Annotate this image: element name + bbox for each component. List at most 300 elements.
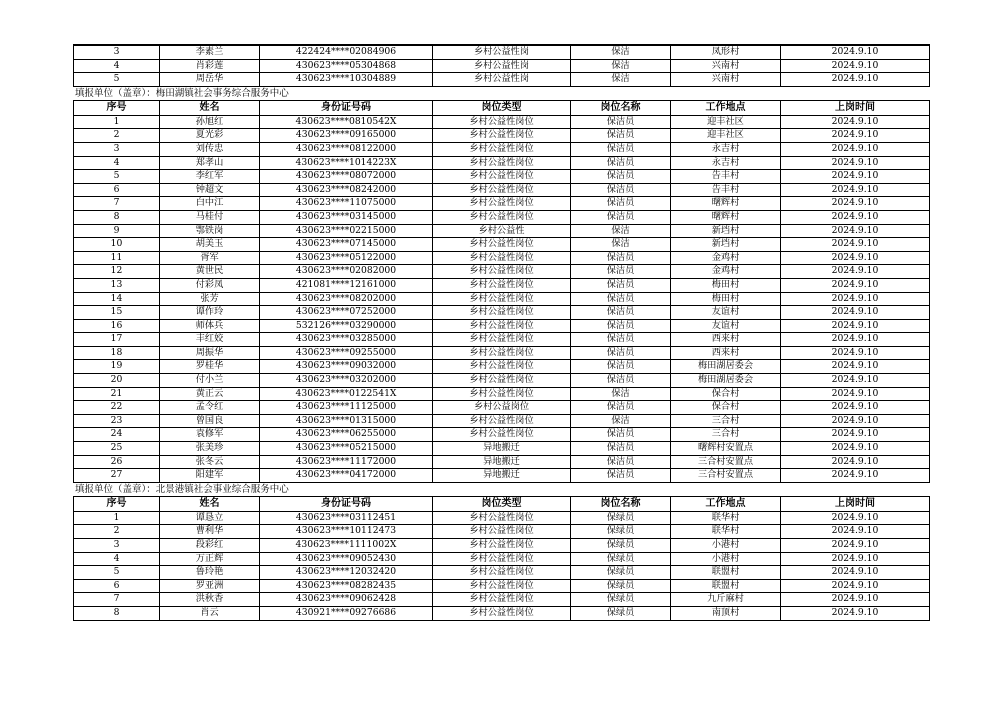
- cell-name: 曹利华: [160, 525, 260, 539]
- table-row: [74, 469, 930, 483]
- table-row: [74, 210, 930, 224]
- table-row: [74, 45, 930, 59]
- cell-post-name: 保绿员: [571, 566, 671, 580]
- cell-post-type: 乡村公益性岗: [433, 73, 571, 87]
- header-name: 姓名: [160, 496, 260, 511]
- cell-id-number: 430623****07252000: [260, 306, 433, 320]
- cell-start-date: 2024.9.10: [781, 428, 930, 442]
- cell-post-type: 乡村公益性岗: [433, 59, 571, 73]
- cell-start-date: 2024.9.10: [781, 45, 930, 59]
- cell-post-type: 乡村公益性岗位: [433, 142, 571, 156]
- table-row: [74, 374, 930, 388]
- table-section-2: [73, 100, 930, 483]
- table-row: [74, 579, 930, 593]
- cell-post-name: 保洁员: [571, 142, 671, 156]
- cell-work-location: 联盟村: [671, 579, 781, 593]
- cell-no: 14: [74, 292, 160, 306]
- cell-id-number: 430623****08122000: [260, 142, 433, 156]
- cell-post-type: 乡村公益性岗位: [433, 346, 571, 360]
- header-post-type: 岗位类型: [433, 100, 571, 115]
- cell-post-type: 乡村公益性岗位: [433, 306, 571, 320]
- cell-no: 5: [74, 170, 160, 184]
- table-row: [74, 238, 930, 252]
- cell-name: 郑孝山: [160, 156, 260, 170]
- section-2-unit-label: 填报单位（盖章）：梅田湖镇社会事务综合服务中心: [75, 87, 289, 99]
- table-section-3: [73, 496, 930, 621]
- cell-no: 26: [74, 455, 160, 469]
- cell-start-date: 2024.9.10: [781, 566, 930, 580]
- section-3-unit-label: 填报单位（盖章）：北景港镇社会事业综合服务中心: [75, 483, 289, 495]
- header-work-location: 工作地点: [671, 496, 781, 511]
- cell-post-name: 保绿员: [571, 511, 671, 525]
- cell-start-date: 2024.9.10: [781, 170, 930, 184]
- header-work-location: 工作地点: [671, 100, 781, 115]
- cell-start-date: 2024.9.10: [781, 579, 930, 593]
- cell-id-number: 421081****12161000: [260, 278, 433, 292]
- cell-no: 12: [74, 265, 160, 279]
- cell-post-name: 保洁员: [571, 319, 671, 333]
- cell-name: 付小兰: [160, 374, 260, 388]
- cell-post-type: 异地搬迁: [433, 469, 571, 483]
- cell-post-type: 乡村公益性岗位: [433, 115, 571, 129]
- cell-start-date: 2024.9.10: [781, 319, 930, 333]
- cell-work-location: 金鸡村: [671, 251, 781, 265]
- cell-work-location: 西来村: [671, 346, 781, 360]
- cell-no: 3: [74, 45, 160, 59]
- table-row: [74, 455, 930, 469]
- cell-start-date: 2024.9.10: [781, 552, 930, 566]
- cell-no: 8: [74, 210, 160, 224]
- cell-start-date: 2024.9.10: [781, 414, 930, 428]
- cell-id-number: 430623****0810542X: [260, 115, 433, 129]
- cell-post-name: 保洁员: [571, 469, 671, 483]
- cell-start-date: 2024.9.10: [781, 238, 930, 252]
- cell-id-number: 430623****10112473: [260, 525, 433, 539]
- cell-no: 23: [74, 414, 160, 428]
- cell-post-type: 乡村公益岗位: [433, 401, 571, 415]
- table-row: [74, 251, 930, 265]
- cell-id-number: 430623****0122541X: [260, 387, 433, 401]
- table-body: [74, 115, 930, 482]
- cell-work-location: 三合村安置点: [671, 469, 781, 483]
- cell-post-name: 保绿员: [571, 552, 671, 566]
- table-row: [74, 292, 930, 306]
- cell-id-number: 430623****08282435: [260, 579, 433, 593]
- cell-no: 5: [74, 566, 160, 580]
- cell-work-location: 迎丰社区: [671, 115, 781, 129]
- cell-post-name: 保洁员: [571, 183, 671, 197]
- cell-no: 1: [74, 115, 160, 129]
- cell-name: 钟超文: [160, 183, 260, 197]
- cell-id-number: 430623****03145000: [260, 210, 433, 224]
- cell-id-number: 430623****07145000: [260, 238, 433, 252]
- cell-start-date: 2024.9.10: [781, 333, 930, 347]
- cell-name: 万正辉: [160, 552, 260, 566]
- cell-post-name: 保洁员: [571, 306, 671, 320]
- cell-post-name: 保洁员: [571, 346, 671, 360]
- cell-name: 师体兵: [160, 319, 260, 333]
- cell-no: 27: [74, 469, 160, 483]
- table-row: [74, 142, 930, 156]
- cell-no: 2: [74, 525, 160, 539]
- cell-post-name: 保洁员: [571, 292, 671, 306]
- cell-no: 22: [74, 401, 160, 415]
- cell-name: 李红军: [160, 170, 260, 184]
- cell-start-date: 2024.9.10: [781, 115, 930, 129]
- cell-no: 8: [74, 606, 160, 620]
- cell-work-location: 友谊村: [671, 306, 781, 320]
- header-start-date: 上岗时间: [781, 496, 930, 511]
- cell-post-name: 保洁员: [571, 428, 671, 442]
- cell-no: 4: [74, 156, 160, 170]
- cell-no: 20: [74, 374, 160, 388]
- cell-start-date: 2024.9.10: [781, 511, 930, 525]
- table-row: [74, 606, 930, 620]
- cell-post-type: 乡村公益性岗位: [433, 129, 571, 143]
- cell-work-location: 联盟村: [671, 566, 781, 580]
- cell-name: 罗亚洲: [160, 579, 260, 593]
- cell-no: 4: [74, 552, 160, 566]
- cell-work-location: 梅田村: [671, 278, 781, 292]
- table-row: [74, 156, 930, 170]
- cell-post-name: 保洁员: [571, 333, 671, 347]
- cell-name: 阳建军: [160, 469, 260, 483]
- cell-name: 黄世民: [160, 265, 260, 279]
- cell-id-number: 430623****09165000: [260, 129, 433, 143]
- cell-start-date: 2024.9.10: [781, 156, 930, 170]
- cell-no: 2: [74, 129, 160, 143]
- document-page: [73, 44, 929, 621]
- table-row: [74, 73, 930, 87]
- cell-post-type: 乡村公益性岗位: [433, 511, 571, 525]
- cell-id-number: 430623****02082000: [260, 265, 433, 279]
- cell-id-number: 430623****05122000: [260, 251, 433, 265]
- cell-post-name: 保洁员: [571, 401, 671, 415]
- cell-id-number: 430623****03112451: [260, 511, 433, 525]
- cell-post-type: 乡村公益性岗位: [433, 428, 571, 442]
- cell-start-date: 2024.9.10: [781, 346, 930, 360]
- cell-id-number: 430623****09255000: [260, 346, 433, 360]
- table-body: [74, 511, 930, 620]
- cell-start-date: 2024.9.10: [781, 292, 930, 306]
- cell-name: 马桂付: [160, 210, 260, 224]
- cell-no: 3: [74, 539, 160, 553]
- cell-id-number: 430623****04172000: [260, 469, 433, 483]
- table-row: [74, 278, 930, 292]
- cell-no: 24: [74, 428, 160, 442]
- cell-name: 丰红姣: [160, 333, 260, 347]
- header-id-number: 身份证号码: [260, 100, 433, 115]
- cell-post-type: 乡村公益性岗位: [433, 265, 571, 279]
- cell-work-location: 保合村: [671, 401, 781, 415]
- cell-no: 13: [74, 278, 160, 292]
- cell-work-location: 凤形村: [671, 45, 781, 59]
- header-no: 序号: [74, 100, 160, 115]
- cell-work-location: 永吉村: [671, 156, 781, 170]
- cell-post-type: 乡村公益性岗位: [433, 374, 571, 388]
- cell-work-location: 小港村: [671, 539, 781, 553]
- cell-id-number: 430623****10304889: [260, 73, 433, 87]
- cell-start-date: 2024.9.10: [781, 183, 930, 197]
- cell-id-number: 430623****01315000: [260, 414, 433, 428]
- cell-no: 17: [74, 333, 160, 347]
- cell-work-location: 联华村: [671, 525, 781, 539]
- cell-start-date: 2024.9.10: [781, 401, 930, 415]
- cell-name: 鲁玲艳: [160, 566, 260, 580]
- cell-work-location: 曙辉村: [671, 197, 781, 211]
- header-start-date: 上岗时间: [781, 100, 930, 115]
- header-no: 序号: [74, 496, 160, 511]
- cell-post-name: 保洁员: [571, 265, 671, 279]
- cell-post-type: 乡村公益性岗位: [433, 552, 571, 566]
- cell-post-name: 保洁: [571, 59, 671, 73]
- cell-name: 肖云: [160, 606, 260, 620]
- cell-post-type: 乡村公益性岗位: [433, 238, 571, 252]
- cell-post-type: 异地搬迁: [433, 455, 571, 469]
- cell-start-date: 2024.9.10: [781, 360, 930, 374]
- cell-no: 1: [74, 511, 160, 525]
- cell-work-location: 兴南村: [671, 59, 781, 73]
- cell-post-type: 乡村公益性: [433, 224, 571, 238]
- cell-work-location: 三合村: [671, 414, 781, 428]
- cell-start-date: 2024.9.10: [781, 265, 930, 279]
- table-section-1: [73, 44, 930, 87]
- cell-name: 洪秋香: [160, 593, 260, 607]
- cell-name: 孟令红: [160, 401, 260, 415]
- cell-post-type: 乡村公益性岗位: [433, 539, 571, 553]
- cell-name: 刘传忠: [160, 142, 260, 156]
- cell-name: 白中江: [160, 197, 260, 211]
- cell-name: 罗桂华: [160, 360, 260, 374]
- cell-name: 张美珍: [160, 442, 260, 456]
- cell-start-date: 2024.9.10: [781, 374, 930, 388]
- header-post-name: 岗位名称: [571, 100, 671, 115]
- cell-no: 5: [74, 73, 160, 87]
- cell-id-number: 430623****09052430: [260, 552, 433, 566]
- cell-no: 7: [74, 593, 160, 607]
- cell-id-number: 430623****09062428: [260, 593, 433, 607]
- cell-start-date: 2024.9.10: [781, 73, 930, 87]
- cell-post-name: 保洁: [571, 73, 671, 87]
- cell-start-date: 2024.9.10: [781, 539, 930, 553]
- cell-work-location: 梅田湖居委会: [671, 360, 781, 374]
- cell-work-location: 联华村: [671, 511, 781, 525]
- cell-no: 16: [74, 319, 160, 333]
- table-row: [74, 183, 930, 197]
- cell-start-date: 2024.9.10: [781, 210, 930, 224]
- table-row: [74, 59, 930, 73]
- cell-name: 李素兰: [160, 45, 260, 59]
- table-row: [74, 387, 930, 401]
- table-row: [74, 401, 930, 415]
- cell-post-type: 乡村公益性岗位: [433, 197, 571, 211]
- cell-name: 肖彩莲: [160, 59, 260, 73]
- cell-no: 10: [74, 238, 160, 252]
- cell-no: 9: [74, 224, 160, 238]
- cell-post-name: 保绿员: [571, 579, 671, 593]
- cell-id-number: 430623****08202000: [260, 292, 433, 306]
- header-post-name: 岗位名称: [571, 496, 671, 511]
- table-header-row: [74, 100, 930, 115]
- cell-name: 谭作玲: [160, 306, 260, 320]
- cell-work-location: 保合村: [671, 387, 781, 401]
- cell-name: 鄂铁岗: [160, 224, 260, 238]
- table-row: [74, 333, 930, 347]
- cell-post-name: 保洁员: [571, 455, 671, 469]
- table-row: [74, 428, 930, 442]
- cell-id-number: 430623****11075000: [260, 197, 433, 211]
- cell-post-name: 保洁员: [571, 360, 671, 374]
- cell-name: 袁修军: [160, 428, 260, 442]
- cell-post-name: 保洁员: [571, 374, 671, 388]
- cell-post-name: 保洁员: [571, 197, 671, 211]
- cell-name: 周振华: [160, 346, 260, 360]
- cell-post-type: 乡村公益性岗位: [433, 579, 571, 593]
- cell-post-type: 乡村公益性岗: [433, 45, 571, 59]
- cell-no: 18: [74, 346, 160, 360]
- cell-id-number: 430623****02215000: [260, 224, 433, 238]
- cell-no: 6: [74, 183, 160, 197]
- cell-start-date: 2024.9.10: [781, 59, 930, 73]
- table-row: [74, 511, 930, 525]
- cell-id-number: 430623****1111002X: [260, 539, 433, 553]
- cell-post-type: 乡村公益性岗位: [433, 414, 571, 428]
- table-row: [74, 224, 930, 238]
- cell-post-name: 保洁: [571, 238, 671, 252]
- cell-work-location: 新垱村: [671, 238, 781, 252]
- cell-name: 周岳华: [160, 73, 260, 87]
- cell-post-type: 乡村公益性岗位: [433, 183, 571, 197]
- table-row: [74, 319, 930, 333]
- table-body: [74, 45, 930, 86]
- cell-name: 谭恳立: [160, 511, 260, 525]
- cell-id-number: 430623****06255000: [260, 428, 433, 442]
- cell-start-date: 2024.9.10: [781, 593, 930, 607]
- cell-work-location: 三合村安置点: [671, 455, 781, 469]
- table-row: [74, 539, 930, 553]
- cell-work-location: 友谊村: [671, 319, 781, 333]
- cell-post-name: 保洁员: [571, 278, 671, 292]
- table-row: [74, 170, 930, 184]
- cell-start-date: 2024.9.10: [781, 142, 930, 156]
- cell-start-date: 2024.9.10: [781, 469, 930, 483]
- cell-name: 张冬云: [160, 455, 260, 469]
- cell-id-number: 532126****03290000: [260, 319, 433, 333]
- cell-work-location: 金鸡村: [671, 265, 781, 279]
- cell-post-type: 乡村公益性岗位: [433, 210, 571, 224]
- cell-work-location: 曙辉村: [671, 210, 781, 224]
- cell-name: 曾国良: [160, 414, 260, 428]
- cell-id-number: 430623****1014223X: [260, 156, 433, 170]
- cell-post-type: 乡村公益性岗位: [433, 170, 571, 184]
- cell-work-location: 迎丰社区: [671, 129, 781, 143]
- cell-no: 11: [74, 251, 160, 265]
- cell-work-location: 曙辉村安置点: [671, 442, 781, 456]
- cell-work-location: 三合村: [671, 428, 781, 442]
- cell-post-type: 乡村公益性岗位: [433, 593, 571, 607]
- table-row: [74, 414, 930, 428]
- cell-no: 7: [74, 197, 160, 211]
- cell-name: 孙旭红: [160, 115, 260, 129]
- cell-post-type: 异地搬迁: [433, 442, 571, 456]
- cell-id-number: 430623****09032000: [260, 360, 433, 374]
- cell-id-number: 430623****05215000: [260, 442, 433, 456]
- cell-no: 25: [74, 442, 160, 456]
- cell-post-name: 保洁: [571, 224, 671, 238]
- cell-id-number: 430623****03285000: [260, 333, 433, 347]
- cell-start-date: 2024.9.10: [781, 442, 930, 456]
- header-name: 姓名: [160, 100, 260, 115]
- cell-work-location: 告丰村: [671, 170, 781, 184]
- cell-post-type: 乡村公益性岗位: [433, 251, 571, 265]
- cell-start-date: 2024.9.10: [781, 455, 930, 469]
- cell-post-type: 乡村公益性岗位: [433, 333, 571, 347]
- cell-name: 段彩红: [160, 539, 260, 553]
- cell-no: 19: [74, 360, 160, 374]
- cell-no: 4: [74, 59, 160, 73]
- cell-id-number: 430623****08072000: [260, 170, 433, 184]
- cell-start-date: 2024.9.10: [781, 197, 930, 211]
- cell-post-type: 乡村公益性岗位: [433, 525, 571, 539]
- cell-start-date: 2024.9.10: [781, 129, 930, 143]
- cell-post-name: 保洁员: [571, 251, 671, 265]
- cell-id-number: 430623****11125000: [260, 401, 433, 415]
- cell-name: 付彩凤: [160, 278, 260, 292]
- cell-start-date: 2024.9.10: [781, 251, 930, 265]
- table-row: [74, 442, 930, 456]
- cell-post-type: 乡村公益性岗位: [433, 319, 571, 333]
- cell-work-location: 小港村: [671, 552, 781, 566]
- cell-no: 3: [74, 142, 160, 156]
- table-row: [74, 306, 930, 320]
- table-row: [74, 197, 930, 211]
- table-row: [74, 115, 930, 129]
- cell-id-number: 430623****05304868: [260, 59, 433, 73]
- cell-post-name: 保洁员: [571, 210, 671, 224]
- cell-start-date: 2024.9.10: [781, 525, 930, 539]
- table-header-row: [74, 496, 930, 511]
- cell-no: 15: [74, 306, 160, 320]
- cell-start-date: 2024.9.10: [781, 306, 930, 320]
- cell-post-name: 保洁: [571, 387, 671, 401]
- cell-work-location: 新垱村: [671, 224, 781, 238]
- cell-id-number: 430623****11172000: [260, 455, 433, 469]
- table-row: [74, 552, 930, 566]
- cell-name: 胡美玉: [160, 238, 260, 252]
- cell-post-type: 乡村公益性岗位: [433, 156, 571, 170]
- cell-work-location: 南顶村: [671, 606, 781, 620]
- cell-post-type: 乡村公益性岗位: [433, 387, 571, 401]
- cell-post-name: 保洁员: [571, 170, 671, 184]
- cell-name: 张芳: [160, 292, 260, 306]
- cell-work-location: 梅田湖居委会: [671, 374, 781, 388]
- cell-start-date: 2024.9.10: [781, 606, 930, 620]
- table-row: [74, 593, 930, 607]
- cell-post-name: 保绿员: [571, 525, 671, 539]
- cell-work-location: 告丰村: [671, 183, 781, 197]
- cell-post-name: 保洁员: [571, 442, 671, 456]
- cell-name: 夏光彩: [160, 129, 260, 143]
- cell-id-number: 430623****08242000: [260, 183, 433, 197]
- cell-post-name: 保洁员: [571, 115, 671, 129]
- cell-name: 黄正云: [160, 387, 260, 401]
- table-row: [74, 360, 930, 374]
- table-row: [74, 346, 930, 360]
- header-id-number: 身份证号码: [260, 496, 433, 511]
- cell-work-location: 永吉村: [671, 142, 781, 156]
- cell-post-type: 乡村公益性岗位: [433, 566, 571, 580]
- table-row: [74, 265, 930, 279]
